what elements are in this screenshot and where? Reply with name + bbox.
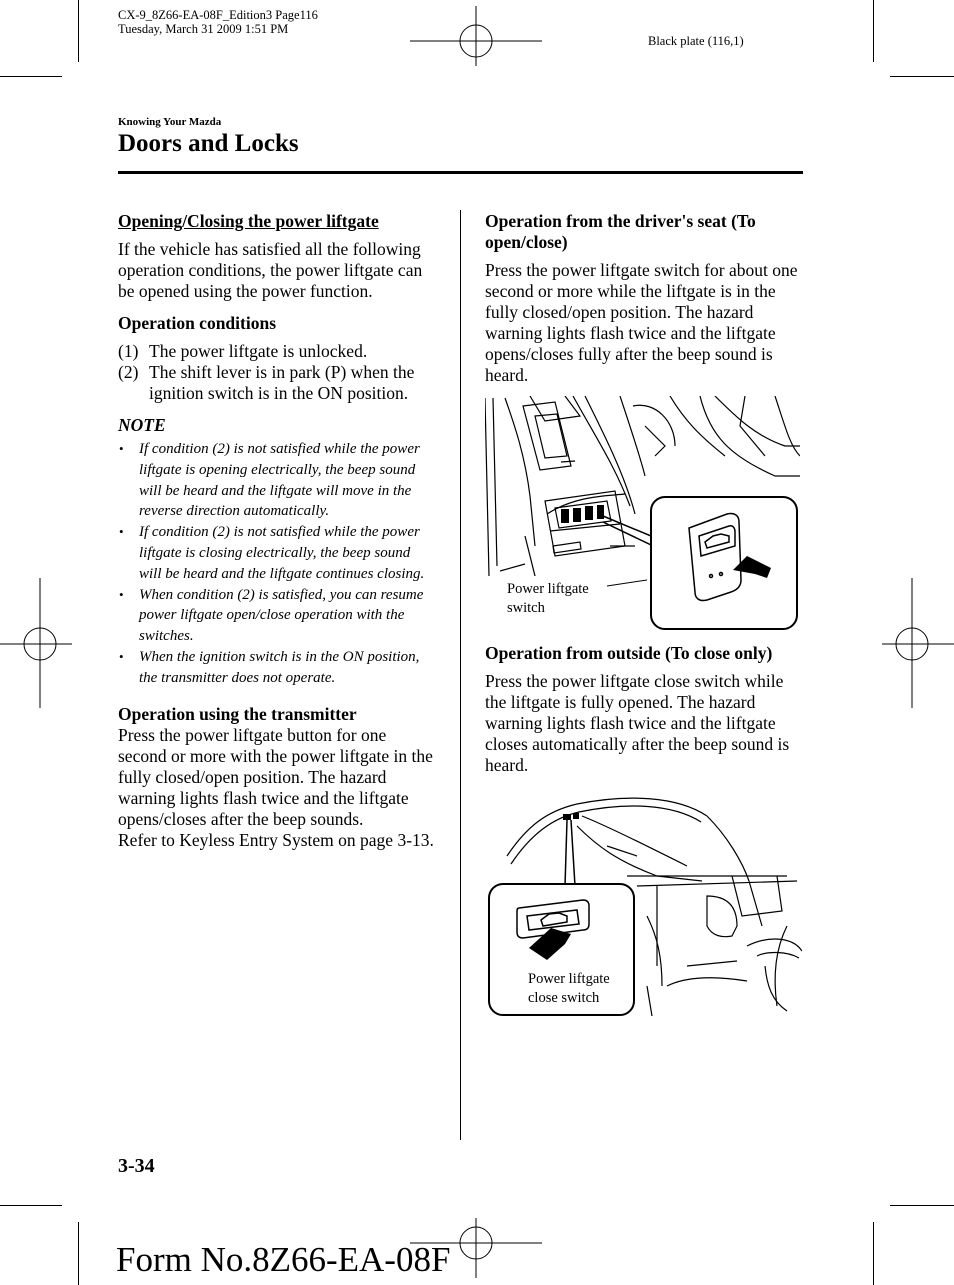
driver-seat-paragraph: Press the power liftgate switch for about one second or more while the liftgate is in the fully closed/open position. The hazard warning lights flash twice and the liftgate opens/closes fully after the beep sound is heard. (485, 260, 798, 385)
right-column-lower (485, 643, 805, 776)
print-file-line: CX-9_8Z66-EA-08F_Edition3 Page116 (118, 8, 318, 22)
transmitter-paragraph: Press the power liftgate button for one second or more with the power liftgate in the fully closed/open position. The hazard warning lights flash twice and the liftgate opens/closes after the beep sounds. (118, 724, 433, 829)
condition-text: The power liftgate is unlocked. (149, 341, 368, 361)
figure2-label-line1: Power liftgate (528, 971, 610, 987)
liftgate-heading: Opening/Closing the power liftgate (118, 211, 379, 231)
condition-item (118, 362, 436, 404)
plate-label: Black plate (116,1) (648, 34, 744, 48)
page-title: Doors and Locks (118, 130, 299, 157)
outside-heading: Operation from outside (To close only) (485, 643, 773, 663)
conditions-heading: Operation conditions (118, 313, 277, 333)
figure1-label-line1: Power liftgate (507, 581, 589, 597)
conditions-list (118, 341, 436, 404)
driver-seat-heading: Operation from the driver's seat (To open/close) (485, 211, 756, 252)
note-item (118, 647, 436, 689)
transmitter-heading: Operation using the transmitter (118, 703, 357, 724)
left-column (118, 211, 436, 851)
figure1-label (507, 580, 589, 618)
note-item (118, 522, 436, 584)
condition-text: The shift lever is in park (P) when the ignition switch is in the ON position. (149, 362, 415, 403)
note-text: If condition (2) is not satisfied while the power liftgate is closing electrically, the beep sound will be heard and the liftgate continues closing. (139, 524, 425, 582)
figure2-label (528, 970, 610, 1008)
condition-number: (1) (118, 341, 139, 361)
note-text: If condition (2) is not satisfied while the power liftgate is opening electrically, the beep sound will be heard and the liftgate will move in the reverse direction automatically. (139, 441, 420, 520)
print-header (118, 8, 318, 36)
condition-item (118, 341, 436, 362)
bullet-icon: • (119, 648, 124, 664)
registration-mark-left (0, 578, 72, 708)
section-label: Knowing Your Mazda (118, 116, 222, 128)
page-number: 3-34 (118, 1155, 155, 1177)
note-item (118, 585, 436, 647)
bullet-icon: • (119, 586, 124, 602)
column-divider (460, 210, 461, 1140)
refer-paragraph: Refer to Keyless Entry System on page 3-13. (118, 829, 434, 850)
title-rule (118, 171, 803, 174)
note-text: When the ignition switch is in the ON position, the transmitter does not operate. (139, 648, 420, 686)
note-item (118, 439, 436, 522)
registration-mark-right (882, 578, 954, 708)
registration-mark-top (410, 6, 542, 66)
condition-number: (2) (118, 362, 139, 382)
figure1-label-line2: switch (507, 600, 545, 616)
outside-paragraph: Press the power liftgate close switch while the liftgate is fully opened. The hazard warning lights flash twice and the liftgate closes automatically after the beep sound is heard. (485, 671, 790, 775)
print-date-line: Tuesday, March 31 2009 1:51 PM (118, 22, 289, 36)
note-title: NOTE (118, 415, 166, 435)
note-text: When condition (2) is satisfied, you can resume power liftgate open/close operation with the switches. (139, 586, 424, 645)
right-column (485, 211, 805, 386)
form-number: Form No.8Z66-EA-08F (116, 1240, 451, 1279)
bullet-icon: • (119, 524, 124, 540)
figure2-label-line2: close switch (528, 990, 600, 1006)
bullet-icon: • (119, 441, 124, 456)
note-list (118, 439, 436, 689)
intro-paragraph: If the vehicle has satisfied all the following operation conditions, the power liftgate can be opened using the power function. (118, 239, 423, 301)
